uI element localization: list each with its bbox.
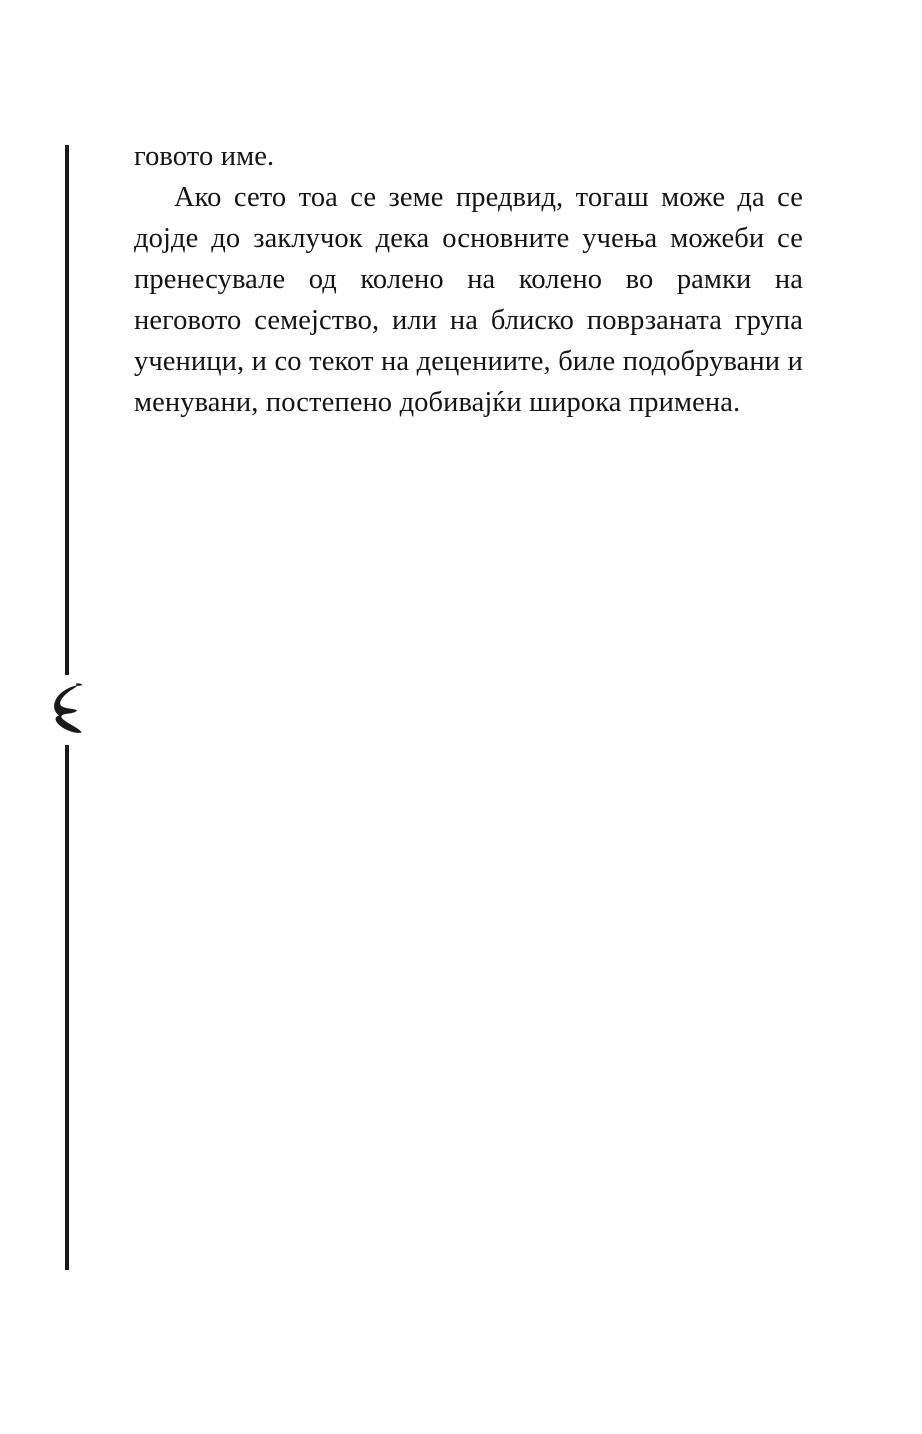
body-text-column [134, 136, 803, 423]
left-margin-rule-bottom [65, 745, 69, 1270]
crescent-leaf-ornament [46, 681, 90, 737]
left-margin-rule-top [65, 145, 69, 675]
paragraph-continuation: говото име. [134, 141, 275, 172]
paragraph-main: Ако сето тоа се земе предвид, тогаш може да се дојде до заклучок дека основните учења можеби се пренесувале од колено на колено во рамки на неговото семејство, или на блиско поврзаната група ученици, и со текот на децениите, биле подобрувани и менувани, постепено добивајќи широка примена. [134, 182, 803, 418]
